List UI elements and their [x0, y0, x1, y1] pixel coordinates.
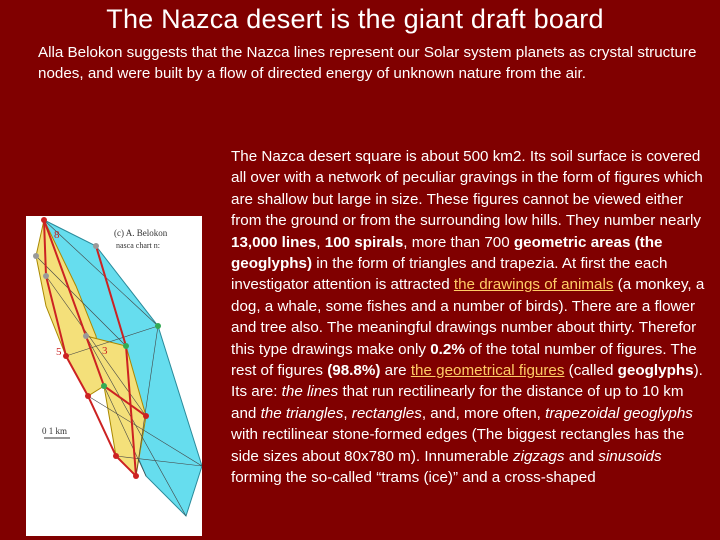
italic-sinusoids: sinusoids — [598, 447, 662, 465]
body-text-span: , — [343, 404, 352, 422]
body-text-span: are — [380, 362, 411, 380]
bold-percent-drawings: 0.2% — [430, 340, 465, 358]
credit-text: (c) A. Belokon — [114, 228, 168, 238]
body-text-span: , — [316, 233, 325, 251]
body-text-span: The Nazca desert square is about 500 km2. Its soil surface is covered all over with a network of peculiar gravings in the form of figures which are shallow but large in size. These figures cannot be viewed either from the ground or from the surrounding low hills. They number nearly — [231, 148, 703, 230]
body-text-span: (a monkey, a dog, a whale, some fishes and a number of birds). There are a flower and tree also. The meaningful drawings number about thirty. Therefor this type drawings make only — [231, 276, 705, 358]
bold-geoglyphs: geometric areas (the geoglyphs) — [231, 233, 663, 273]
italic-lines: the lines — [281, 383, 339, 401]
body-text-span: (called — [564, 362, 618, 380]
credit-subtext: nasca chart n: — [116, 241, 160, 250]
nazca-chart-figure — [26, 216, 202, 536]
link-geometrical-figures[interactable]: the geometrical figures — [410, 362, 565, 380]
body-text-span: that run rectilinearly for the distance of up to 10 km and — [231, 383, 684, 422]
italic-rectangles: rectangles — [351, 404, 422, 422]
link-drawings-of-animals[interactable]: the drawings of animals — [453, 276, 614, 294]
body-text-span: in the form of triangles and trapezia. At first the each investigator attention is attracted — [231, 255, 668, 294]
bold-percent-figures: (98.8%) — [327, 362, 381, 380]
body-text-span: of the total number of figures. The rest of figures — [231, 340, 697, 380]
body-text-span: forming the so-called “trams (ice)” and a cross-shaped — [231, 469, 596, 487]
italic-triangles: the triangles — [260, 404, 344, 422]
intro-paragraph: Alla Belokon suggests that the Nazca lines represent our Solar system planets as crystal structure nodes, and were built by a flow of directed energy of unknown nature from the air. — [38, 44, 697, 82]
italic-trapezoidal: trapezoidal geoglyphs — [545, 404, 693, 422]
italic-zigzags: zigzags — [512, 447, 565, 465]
body-text-span: , more than 700 — [403, 233, 514, 251]
node-label-3: 3 — [102, 345, 108, 357]
body-paragraph — [231, 146, 711, 489]
body-text-span: , and, more often, — [421, 404, 546, 422]
nazca-chart-drawing — [26, 216, 202, 536]
node-label-8: 8 — [54, 229, 60, 241]
body-text-span: and — [564, 447, 599, 465]
bold-spirals-count: 100 spirals — [324, 233, 404, 251]
body-text-span: with rectilinear stone-formed edges (The biggest rectangles has the side sizes about 80x780 m). Innumerable — [231, 426, 685, 465]
body-text-span: ). Its are: — [231, 362, 703, 401]
slide-title: The Nazca desert is the giant draft board — [106, 4, 604, 34]
node-label-5: 5 — [56, 346, 62, 358]
bold-lines-count: 13,000 lines — [231, 233, 317, 251]
scale-label: 0 1 km — [42, 426, 68, 436]
bold-geoglyphs-term: geoglyphs — [617, 362, 694, 380]
